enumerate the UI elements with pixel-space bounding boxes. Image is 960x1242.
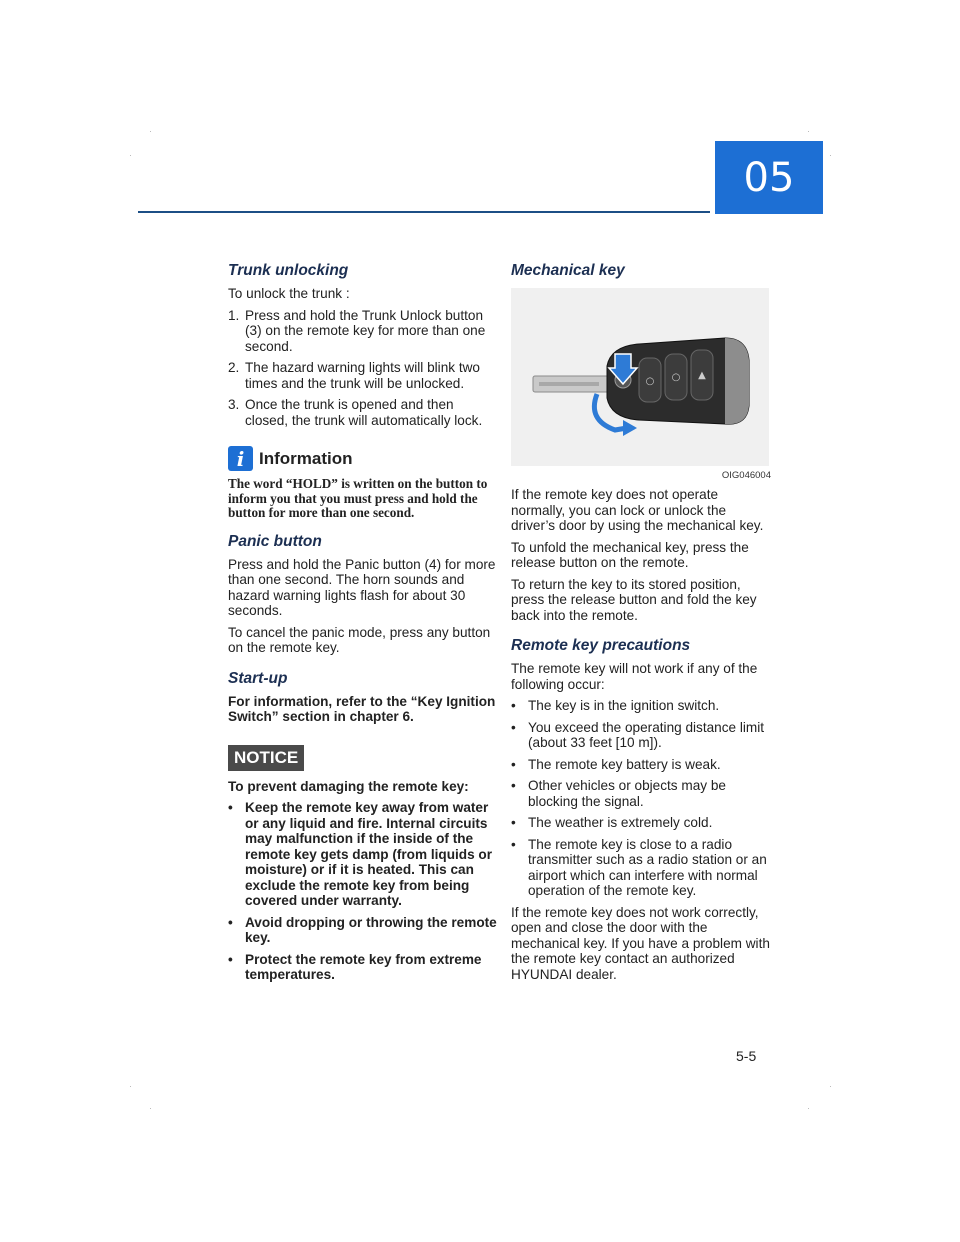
precautions-outro: If the remote key does not work correctly, open and close the door with the mechanical key. If you have a problem with the remote key contact an authorized HYUNDAI dealer. — [511, 904, 770, 982]
precaution-bullet: • Other vehicles or objects may be blocking the signal. — [511, 778, 726, 809]
remote-key-illustration — [511, 288, 769, 466]
trunk-unlocking-heading: Trunk unlocking — [228, 262, 349, 279]
mechanical-key-heading: Mechanical key — [511, 262, 625, 279]
svg-text:○: ○ — [645, 376, 655, 387]
trunk-step: 1. Press and hold the Trunk Unlock button (3) on the remote key for more than one second. — [228, 307, 486, 354]
precaution-bullet: • The remote key is close to a radio transmitter such as a radio station or an airport which can interfere with normal operation of the remote key. — [511, 836, 767, 898]
notice-bullet: • Avoid dropping or throwing the remote key. — [228, 914, 497, 945]
page-number: 5-5 — [736, 1048, 757, 1064]
right-column — [511, 262, 771, 988]
information-body: The word “HOLD” is written on the button to inform you that you must press and hold the button for more than one second. — [228, 476, 488, 520]
notice-intro: To prevent damaging the remote key: — [228, 778, 469, 794]
precaution-bullet: • The weather is extremely cold. — [511, 815, 713, 830]
notice-bullet: • Keep the remote key away from water or any liquid and fire. Internal circuits may malfunction if the inside of the remote key gets damp (from liquids or moisture) or if it is heated. This can exclude the remote key from being covered under warranty. — [228, 800, 493, 908]
header-rule — [138, 211, 710, 213]
trunk-step: 3. Once the trunk is opened and then closed, the trunk will automatically lock. — [228, 397, 483, 428]
information-icon: i — [228, 446, 253, 471]
notice-bullet: • Protect the remote key from extreme temperatures. — [228, 951, 482, 982]
left-column — [228, 262, 500, 989]
mechanical-paragraph: If the remote key does not operate normally, you can lock or unlock the driver’s door by using the mechanical key. — [511, 487, 764, 533]
svg-text:▲: ▲ — [698, 370, 706, 381]
trunk-steps — [228, 308, 500, 429]
crop-mark — [830, 155, 831, 156]
panic-paragraph: Press and hold the Panic button (4) for more than one second. The horn sounds and hazard warning lights flash for about 30 seconds. — [228, 556, 496, 618]
notice-bullets — [228, 800, 500, 983]
crop-mark — [130, 1086, 131, 1087]
crop-mark — [808, 1108, 809, 1109]
svg-text:○: ○ — [671, 372, 681, 383]
precaution-bullet: • The key is in the ignition switch. — [511, 698, 720, 713]
precautions-intro: The remote key will not work if any of the following occur: — [511, 661, 758, 692]
crop-mark — [150, 1108, 151, 1109]
remote-key-figure — [511, 288, 769, 466]
figure-caption: OIG046004 — [721, 470, 771, 481]
trunk-intro: To unlock the trunk : — [228, 286, 350, 301]
crop-mark — [130, 155, 131, 156]
start-up-text: For information, refer to the “Key Ignition Switch” section in chapter 6. — [228, 693, 496, 724]
trunk-step: 2. The hazard warning lights will blink two times and the trunk will be unlocked. — [228, 360, 480, 391]
precaution-bullet: • The remote key battery is weak. — [511, 756, 721, 772]
remote-key-precautions-heading: Remote key precautions — [511, 637, 691, 654]
mechanical-paragraph: To unfold the mechanical key, press the release button on the remote. — [511, 539, 749, 570]
chapter-tab: 05 — [715, 141, 823, 214]
mechanical-paragraph: To return the key to its stored position, press the release button and fold the key back into the remote. — [511, 576, 757, 623]
crop-mark — [830, 1086, 831, 1087]
notice-badge: NOTICE — [228, 745, 304, 771]
panic-button-heading: Panic button — [228, 532, 322, 550]
start-up-heading: Start-up — [228, 669, 288, 687]
information-title: Information — [259, 448, 353, 468]
crop-mark — [808, 131, 809, 132]
panic-cancel-paragraph: To cancel the panic mode, press any button on the remote key. — [228, 624, 491, 655]
information-header — [228, 446, 500, 471]
crop-mark — [150, 131, 151, 132]
precautions-bullets — [511, 698, 771, 899]
precaution-bullet: • You exceed the operating distance limit (about 33 feet [10 m]). — [511, 719, 765, 750]
